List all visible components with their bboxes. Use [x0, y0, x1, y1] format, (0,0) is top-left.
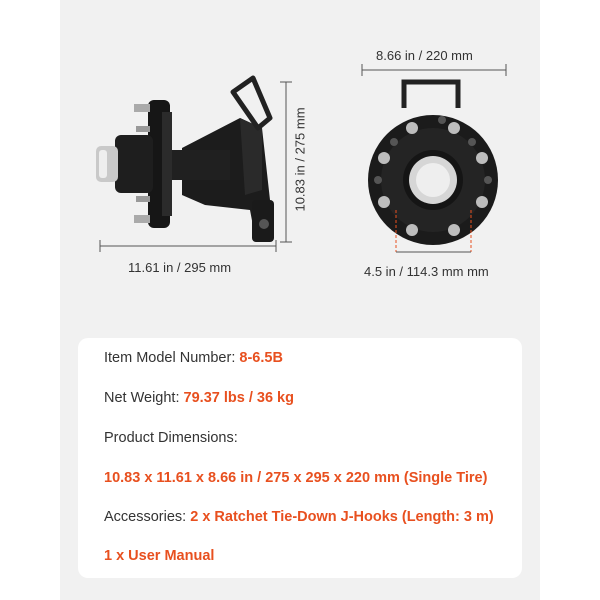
front-view-image [368, 82, 498, 245]
bolt-pattern-label: 4.5 in / 114.3 mm mm [364, 264, 489, 279]
side-width-dimension-line [100, 240, 276, 252]
spec-weight-value: 79.37 lbs / 36 kg [183, 390, 294, 406]
spec-accessories [104, 509, 494, 525]
side-height-label: 10.83 in / 275 mm [292, 107, 308, 212]
front-width-dimension-line [362, 64, 506, 76]
spec-dimensions-label: Product Dimensions: [104, 430, 238, 446]
spec-accessories-label: Accessories: [104, 509, 191, 525]
side-view-image [96, 78, 274, 242]
spec-model [104, 350, 283, 366]
spec-weight [104, 390, 294, 406]
spec-model-value: 8-6.5B [239, 350, 283, 366]
spec-manual: 1 x User Manual [104, 548, 215, 564]
front-width-label: 8.66 in / 220 mm [376, 48, 473, 63]
spec-accessories-value: 2 x Ratchet Tie-Down J-Hooks (Length: 3 m) [190, 509, 494, 525]
spec-model-label: Item Model Number: [104, 350, 240, 366]
spec-card [78, 338, 522, 578]
side-width-label: 11.61 in / 295 mm [128, 260, 232, 275]
spec-dimensions-value: 10.83 x 11.61 x 8.66 in / 275 x 295 x 220 mm (Single Tire) [104, 470, 488, 486]
side-height-dimension-line [280, 82, 292, 242]
spec-weight-label: Net Weight: [104, 390, 184, 406]
